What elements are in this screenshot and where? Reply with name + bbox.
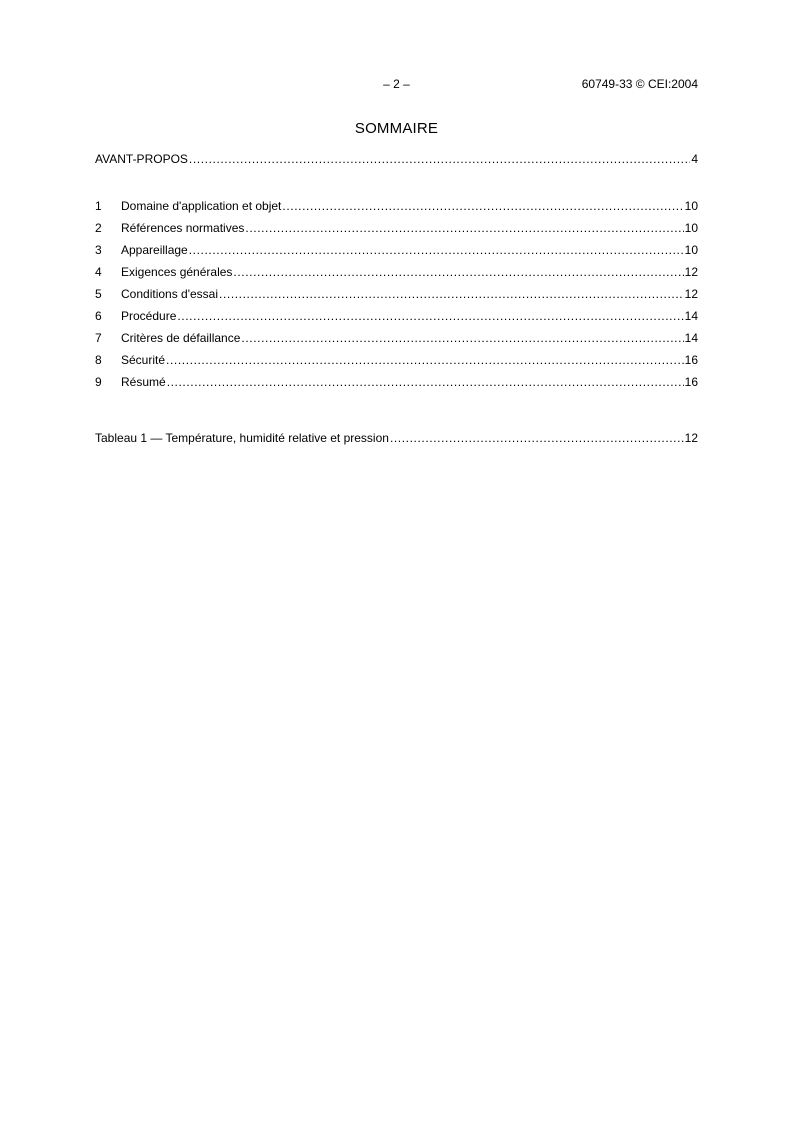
toc-entry-page: 12 [684, 265, 698, 279]
toc-leader-dots [166, 353, 684, 367]
toc-leader-dots [189, 243, 684, 257]
toc-entry-page: 16 [684, 353, 698, 367]
toc-entry-page: 14 [684, 331, 698, 345]
page-title: SOMMAIRE [354, 120, 439, 137]
toc-leader-dots [189, 152, 690, 166]
toc-entry-clause-1[interactable] [95, 199, 698, 221]
toc-foreword-section [95, 152, 698, 174]
page-number: – 2 – [383, 77, 410, 91]
toc-entry-label: Procédure [121, 309, 177, 323]
toc-entry-table-1[interactable] [95, 431, 698, 453]
toc-leader-dots [241, 331, 683, 345]
toc-entry-number: 4 [95, 265, 102, 279]
toc-leader-dots [177, 309, 683, 323]
toc-entry-clause-5[interactable] [95, 287, 698, 309]
toc-leader-dots [245, 221, 683, 235]
toc-leader-dots [167, 375, 684, 389]
toc-entry-label: Résumé [121, 375, 166, 389]
toc-entry-label: Exigences générales [121, 265, 233, 279]
toc-entry-label: Sécurité [121, 353, 166, 367]
toc-entry-page: 14 [684, 309, 698, 323]
toc-entry-number: 6 [95, 309, 102, 323]
toc-entry-clause-3[interactable] [95, 243, 698, 265]
toc-entry-foreword[interactable] [95, 152, 698, 174]
toc-entry-label: Appareillage [121, 243, 188, 257]
toc-entry-number: 9 [95, 375, 102, 389]
toc-entry-clause-9[interactable] [95, 375, 698, 397]
toc-entry-number: 7 [95, 331, 102, 345]
toc-entry-clause-8[interactable] [95, 353, 698, 375]
toc-entry-label: Critères de défaillance [121, 331, 241, 345]
toc-clauses-section [95, 199, 698, 397]
toc-entry-label: Conditions d'essai [121, 287, 219, 301]
toc-entry-clause-2[interactable] [95, 221, 698, 243]
toc-entry-label: Tableau 1 — Température, humidité relative et pression [95, 431, 389, 445]
toc-entry-page: 10 [684, 199, 698, 213]
toc-leader-dots [233, 265, 683, 279]
toc-entry-number: 3 [95, 243, 102, 257]
toc-entry-page: 10 [684, 221, 698, 235]
toc-entry-clause-7[interactable] [95, 331, 698, 353]
toc-entry-label: Références normatives [121, 221, 245, 235]
toc-entry-number: 1 [95, 199, 102, 213]
toc-entry-clause-6[interactable] [95, 309, 698, 331]
toc-entry-label: AVANT-PROPOS [95, 152, 188, 166]
toc-entry-clause-4[interactable] [95, 265, 698, 287]
toc-entry-label: Domaine d'application et objet [121, 199, 282, 213]
toc-entry-page: 4 [691, 152, 698, 166]
toc-tables-section [95, 431, 698, 453]
toc-leader-dots [390, 431, 684, 445]
toc-entry-number: 2 [95, 221, 102, 235]
toc-entry-number: 5 [95, 287, 102, 301]
toc-entry-number: 8 [95, 353, 102, 367]
document-reference: 60749-33 © CEI:2004 [581, 77, 698, 91]
toc-leader-dots [219, 287, 684, 301]
toc-entry-page: 12 [684, 287, 698, 301]
toc-entry-page: 10 [684, 243, 698, 257]
toc-leader-dots [282, 199, 683, 213]
toc-entry-page: 12 [684, 431, 698, 445]
toc-entry-page: 16 [684, 375, 698, 389]
